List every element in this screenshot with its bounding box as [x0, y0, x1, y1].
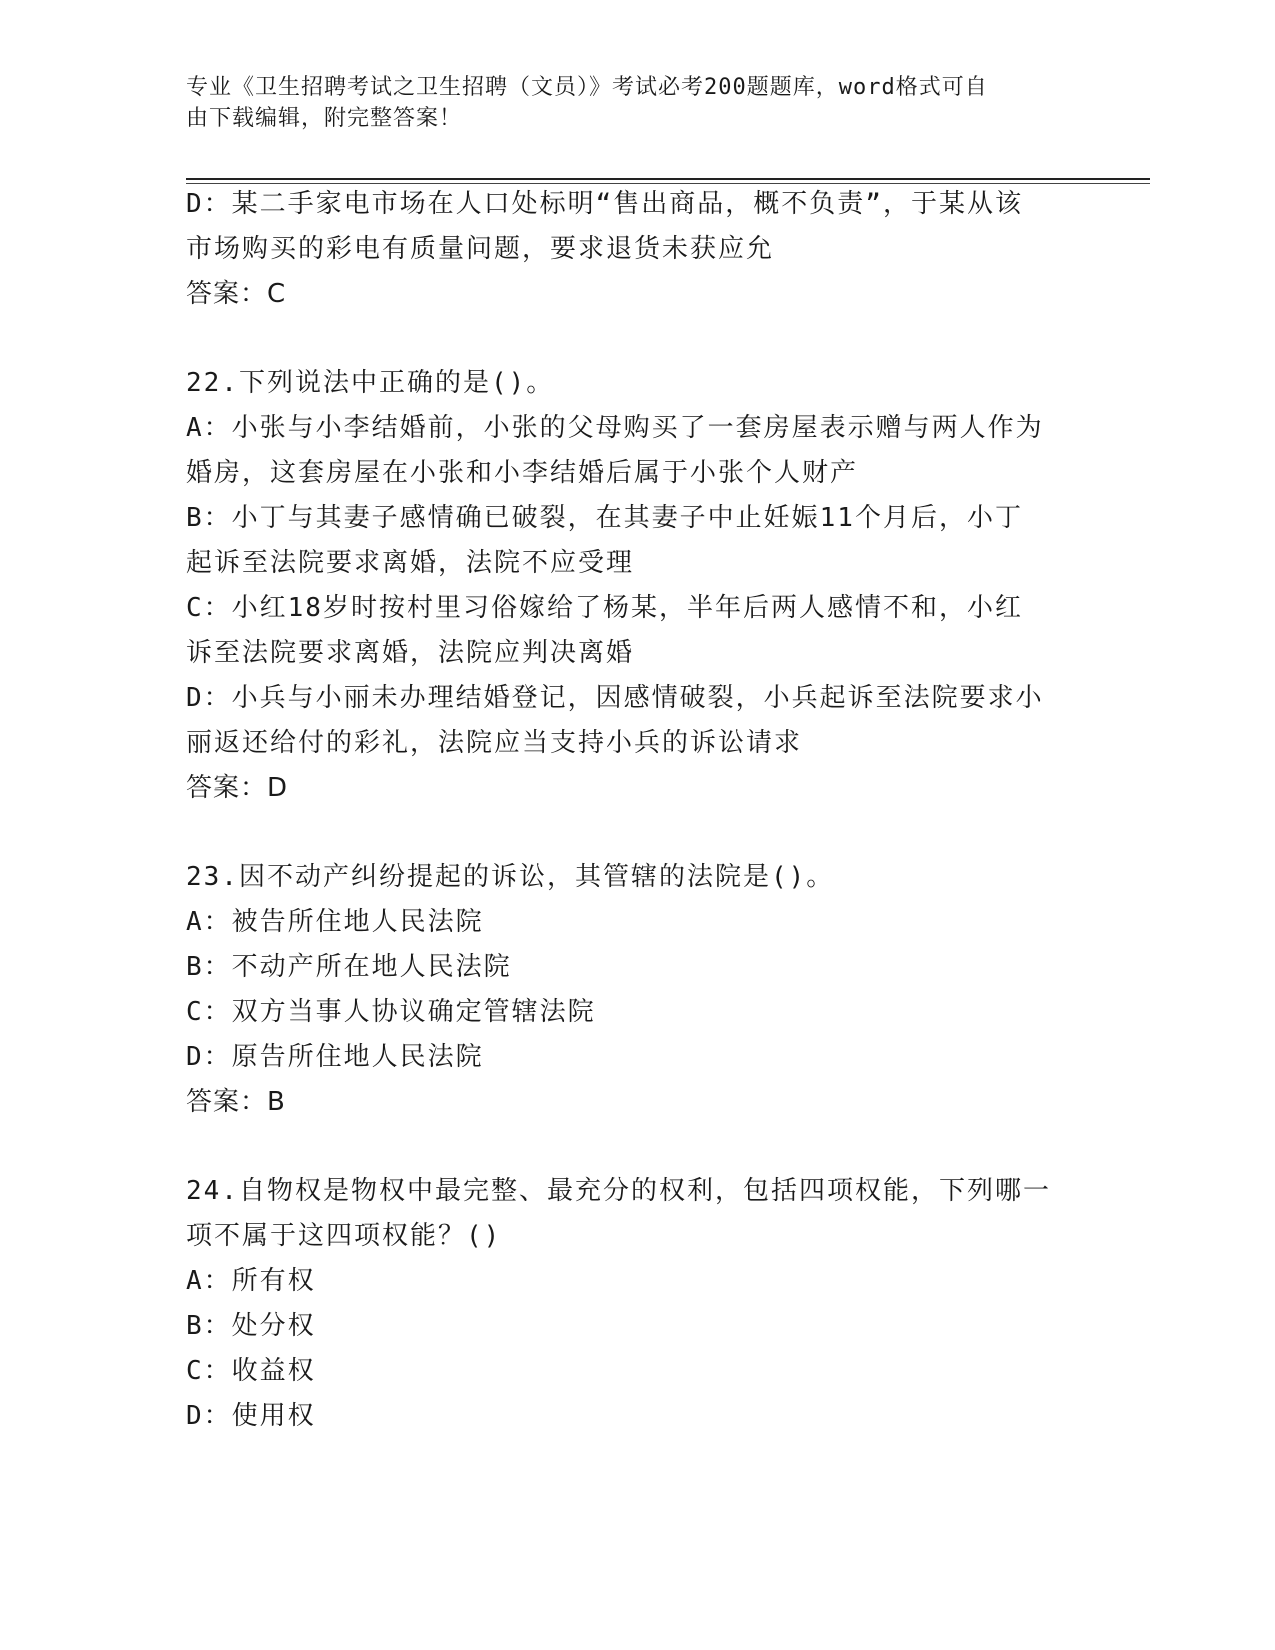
question-24: [186, 1169, 1066, 1439]
question-23-stem: 23.因不动产纠纷提起的诉讼，其管辖的法院是()。: [186, 862, 835, 892]
header-line-1: 专业《卫生招聘考试之卫生招聘（文员）》考试必考200题题库，word格式可自: [186, 75, 988, 100]
question-22-option-b-line-2: 起诉至法院要求离婚，法院不应受理: [186, 548, 635, 578]
question-22-option-a-line-1: A：小张与小李结婚前，小张的父母购买了一套房屋表示赠与两人作为: [186, 413, 1044, 443]
question-23-option-d: D：原告所住地人民法院: [186, 1042, 484, 1072]
document-header: [186, 72, 1066, 134]
question-gap: [186, 317, 1066, 361]
question-22-option-d-line-1: D：小兵与小丽未办理结婚登记，因感情破裂，小兵起诉至法院要求小: [186, 683, 1044, 713]
question-22-option-d-line-2: 丽返还给付的彩礼，法院应当支持小兵的诉讼请求: [186, 728, 803, 758]
answer-22: 答案：D: [186, 773, 289, 803]
question-gap: [186, 1125, 1066, 1169]
question-gap: [186, 811, 1066, 855]
question-22-option-b-line-1: B：小丁与其妻子感情确已破裂，在其妻子中止妊娠11个月后，小丁: [186, 503, 1023, 533]
option-d-line-1: D：某二手家电市场在人口处标明“售出商品，概不负责”，于某从该: [186, 189, 1023, 219]
question-22: [186, 361, 1066, 811]
question-24-option-d: D：使用权: [186, 1401, 316, 1431]
question-21-tail: [186, 182, 1066, 317]
question-22-option-c-line-1: C：小红18岁时按村里习俗嫁给了杨某，半年后两人感情不和，小红: [186, 593, 1023, 623]
question-24-option-c: C：收益权: [186, 1356, 316, 1386]
question-23: [186, 855, 1066, 1125]
question-24-option-a: A：所有权: [186, 1266, 316, 1296]
header-divider-thick: [186, 178, 1150, 180]
header-line-2: 由下载编辑，附完整答案！: [186, 106, 463, 131]
question-23-option-a: A：被告所住地人民法院: [186, 907, 484, 937]
question-22-stem: 22.下列说法中正确的是()。: [186, 368, 555, 398]
answer-23: 答案：B: [186, 1087, 286, 1117]
question-23-option-c: C：双方当事人协议确定管辖法院: [186, 997, 596, 1027]
question-24-option-b: B：处分权: [186, 1311, 316, 1341]
question-23-option-b: B：不动产所在地人民法院: [186, 952, 512, 982]
question-24-stem-line-1: 24.自物权是物权中最完整、最充分的权利，包括四项权能，下列哪一: [186, 1176, 1051, 1206]
question-list: [186, 182, 1066, 1439]
question-22-option-c-line-2: 诉至法院要求离婚，法院应判决离婚: [186, 638, 635, 668]
question-24-stem-line-2: 项不属于这四项权能？(): [186, 1221, 502, 1251]
question-22-option-a-line-2: 婚房，这套房屋在小张和小李结婚后属于小张个人财产: [186, 458, 859, 488]
answer-21: 答案：C: [186, 279, 287, 309]
option-d-line-2: 市场购买的彩电有质量问题，要求退货未获应允: [186, 234, 775, 264]
